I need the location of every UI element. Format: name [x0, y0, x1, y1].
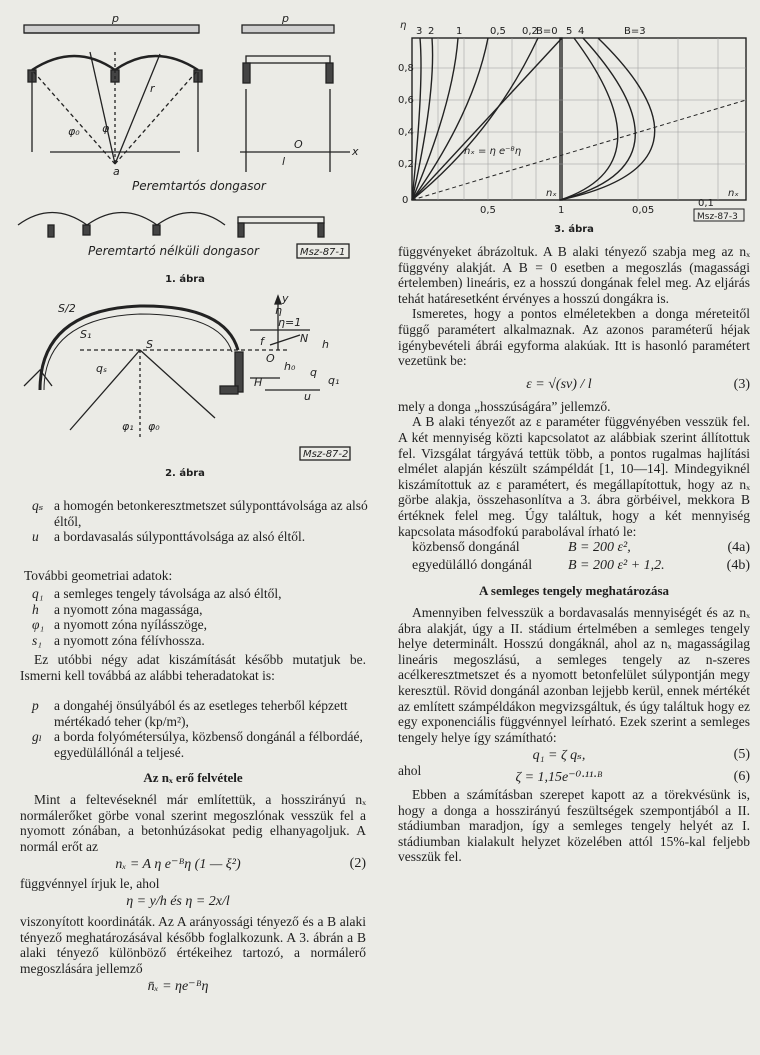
fig3-left-label: 1 [456, 26, 463, 37]
fig3-left-label: 2 [428, 26, 435, 37]
fig3-xtick: 0,5 [480, 205, 496, 216]
fig2-label-h: h [322, 338, 329, 351]
fig1-label-phi0: φ₀ [68, 125, 80, 138]
section2-title: A semleges tengely meghatározása [478, 583, 670, 599]
equation-2: nₓ = A η e⁻ᴮη (1 — ξ²) (2) [115, 856, 366, 873]
fig3-ytick: 0 [402, 195, 409, 206]
fig3-ytick: 0,4 [398, 127, 414, 138]
equation-4a: közbenső dongánál B = 200 ε², (4a) [412, 540, 750, 556]
definitions-1 [32, 498, 372, 545]
definition-row: qₛ a homogén betonkeresztmetszet súlyponttávolsága az alsó éltől, [32, 498, 368, 529]
definition-row: φ₁ a nyomott zóna nyílásszöge, [32, 617, 207, 632]
right-p2: Ismeretes, hogy a pontos elméletekben a donga méreteitől függő paramétert alkalmaznak. Az azonos paraméterű héjak igénybevételi ábrái egyforma alakúak. Itt is hasonló paramétert vezetünk be: [398, 306, 750, 369]
fig2-label-S: S [146, 338, 153, 351]
fig2-label-N: N [300, 332, 309, 345]
fig3-formula: nₓ = η e⁻ᴮη [464, 146, 522, 157]
fig1-caption-bottom: Peremtartó nélküli dongasor [88, 244, 259, 258]
fig2-label-eta1: η=1 [278, 316, 302, 329]
fig1-label-phi: φ [102, 122, 110, 135]
fig2-label-phi0: φ₀ [148, 420, 160, 433]
fig1-label-l: l [282, 155, 286, 168]
right-p5: Amennyiben felvesszük a bordavasalás mennyiségét és az nₓ ábra alakját, úgy a II. stádium értelmében a semleges tengely helye determinált. Hosszú dongáknál, ahol az nₓ magasságilag lineáris megoszlású, a semleges tengely az n-szeres acélkeresztmetszet és a nyomott betonfelület súlypontján megy keresztül. Rövid dongánál azonban lejjebb kerül, ennek mértékét az említett számpéldákon megvizsgáltuk, és úgy találtuk hogy ez egy exponenciális függvénnyel leírható. Ezek szerint a semleges tengely helye így számítható: [398, 605, 750, 745]
fig2-label-S1: S₁ [80, 328, 92, 341]
definitions-2 [32, 586, 372, 648]
fig3-xtick: 0,05 [632, 205, 655, 216]
fig3-right-label: B=3 [624, 26, 646, 37]
fig2-label-S2: S/2 [58, 302, 76, 315]
fig3-axis-eta: η [400, 20, 407, 31]
fig2-label-qs: qₛ [96, 362, 108, 375]
definition-row: q₁ a semleges tengely távolsága az alsó éltől, [32, 586, 282, 601]
fig1-title: 1. ábra [165, 274, 205, 285]
figure-2 [10, 290, 360, 470]
fig3-left-label: 0,2 [522, 26, 538, 37]
further-label: További geometriai adatok: [24, 568, 173, 583]
fig1-caption-top: Peremtartós dongasor [132, 179, 266, 193]
figure-1 [10, 12, 360, 282]
fig1-code: Msz-87-1 [300, 247, 346, 258]
definition-row: s₁ a nyomott zóna félívhossza. [32, 632, 205, 648]
fig3-left-label: 3 [416, 26, 423, 37]
fig2-label-eta: η [275, 304, 282, 317]
fig2-label-q: q [310, 366, 317, 379]
fig3-right-label: 4 [578, 26, 585, 37]
fig3-title: 3. ábra [554, 224, 594, 235]
fig1-label-p-right: p [282, 12, 289, 25]
section1-p3: viszonyított koordináták. Az A arányossági tényező és a B alaki tényező meghatározásával később foglalkozunk. A 3. ábrán a B alaki tényező különböző értékeihez tartozó, a normálerő megoszlására jellemző [20, 913, 366, 976]
fig2-code: Msz-87-2 [303, 449, 349, 460]
fig3-right-label: 5 [566, 26, 573, 37]
fig3-code: Msz-87-3 [697, 212, 738, 222]
equation-4b: egyedülálló dongánál B = 200 ε² + 1,2. (4b) [412, 558, 750, 574]
fig3-nx-right: nₓ [728, 188, 739, 199]
equation-eta: η = y/h és η = 2x/l [126, 893, 230, 909]
fig3-left-label: 0,5 [490, 26, 506, 37]
fig3-nx-left: nₓ [546, 188, 557, 199]
section1-p2: függvénnyel írjuk le, ahol [20, 876, 160, 892]
fig2-label-O: O [266, 352, 275, 365]
fig3-xtick: 0,1 [698, 198, 714, 209]
section1-title: Az nₓ erő felvétele [143, 770, 243, 785]
definition-row: u a bordavasalás súlyponttávolsága az alsó éltől. [32, 529, 306, 544]
fig2-label-h0: h₀ [284, 360, 296, 373]
definition-row: h a nyomott zóna magassága, [32, 601, 203, 617]
right-p3: mely a donga „hosszúságára” jellemző. [398, 398, 611, 414]
fig1-label-p-left: p [112, 12, 119, 25]
right-p4: A B alaki tényezőt az ε paraméter függvényében vesszük fel. A két mennyiség közti kapcsolatot az alábbiak szerint állítottuk fel. Vizsgálat tárgyává tettük több, a pontos rugalmas hajlítási elmélet alapján készült számpéldát [1, 10—14]. Mindegyiknél kiszámítottuk az ε paramétert, és megállapítottuk, hogy az nₓ görbe alakja, összehasonlítva a 3. ábra görbéivel, mekkora B értéknek felel meg. Úgy találtuk, hogy a két mennyiség kapcsolata másodfokú parabolával írható le: [398, 414, 750, 539]
fig3-xtick: 1 [558, 205, 565, 216]
fig3-ytick: 0,8 [398, 63, 414, 74]
definition-row: p a dongahéj önsúlyából és az esetleges teherből képzett mértékadó teher (kp/m²), [32, 698, 348, 729]
fig2-label-q1: q₁ [328, 374, 340, 387]
equation-6: ζ = 1,15e⁻⁰·¹¹·ᴮ (6) [515, 769, 750, 786]
definition-row: gₗ a borda folyómétersúlya, közbenső dongánál a félbordáé, egyedülállónál a teljesé. [32, 729, 363, 760]
fig3-ytick: 0,2 [398, 159, 414, 170]
eq-ahol: ahol [398, 763, 422, 779]
definitions-3 [32, 698, 372, 760]
figure-3 [398, 14, 750, 224]
fig2-label-H: H [254, 376, 263, 389]
equation-nx: n̄ₓ = ηe⁻ᴮη [147, 979, 209, 995]
fig2-label-y: y [282, 292, 289, 305]
right-p1: függvényeket ábrázoltuk. A B alaki tényező szabja meg az nₓ függvény alakját. A B = 0 esetben a megoszlás (magassági értelemben) lineáris, ez a hosszú dongának felel meg. Az eljárás tehát határesetként érvényes a hosszú dongákra is. [398, 244, 750, 306]
section1-p1: Mint a feltevéseknél már említettük, a hosszirányú nₓ normálerőket görbe vonal szerint megoszlónak vesszük fel a nyomott zónában, a betonhúzásokat pedig elhanyagoljuk. A normál erőt az [20, 792, 366, 854]
fig2-label-phi1: φ₁ [122, 420, 134, 433]
fig2-title: 2. ábra [165, 468, 205, 479]
fig1-label-O: O [294, 138, 303, 151]
equation-5: q₁ = ζ qₛ, (5) [532, 747, 750, 764]
fig3-left-label: B=0 [536, 26, 558, 37]
fig1-label-r: r [150, 82, 155, 95]
fig3-ytick: 0,6 [398, 95, 414, 106]
equation-3: ε = √(sv) / l (3) [526, 376, 750, 392]
right-p6: Ebben a számításban szerepet kapott az a törekvésünk is, hogy a donga a hosszirányú feszültségek szempontjából a II. stádiumban maradjon, így a semleges tengely helyét az I. stádiumban kialakult helyzet közelében attól 15%-kal feljebb vesszük fel. [398, 787, 750, 865]
fig2-label-u: u [304, 390, 311, 403]
fig1-label-x: x [352, 145, 359, 158]
para-after-defs: Ez utóbbi négy adat kiszámítását később mutatjuk be. Ismerni kell továbbá az alábbi teheradatokat is: [20, 652, 366, 683]
fig2-label-f: f [260, 335, 264, 348]
fig1-label-a: a [113, 165, 120, 178]
